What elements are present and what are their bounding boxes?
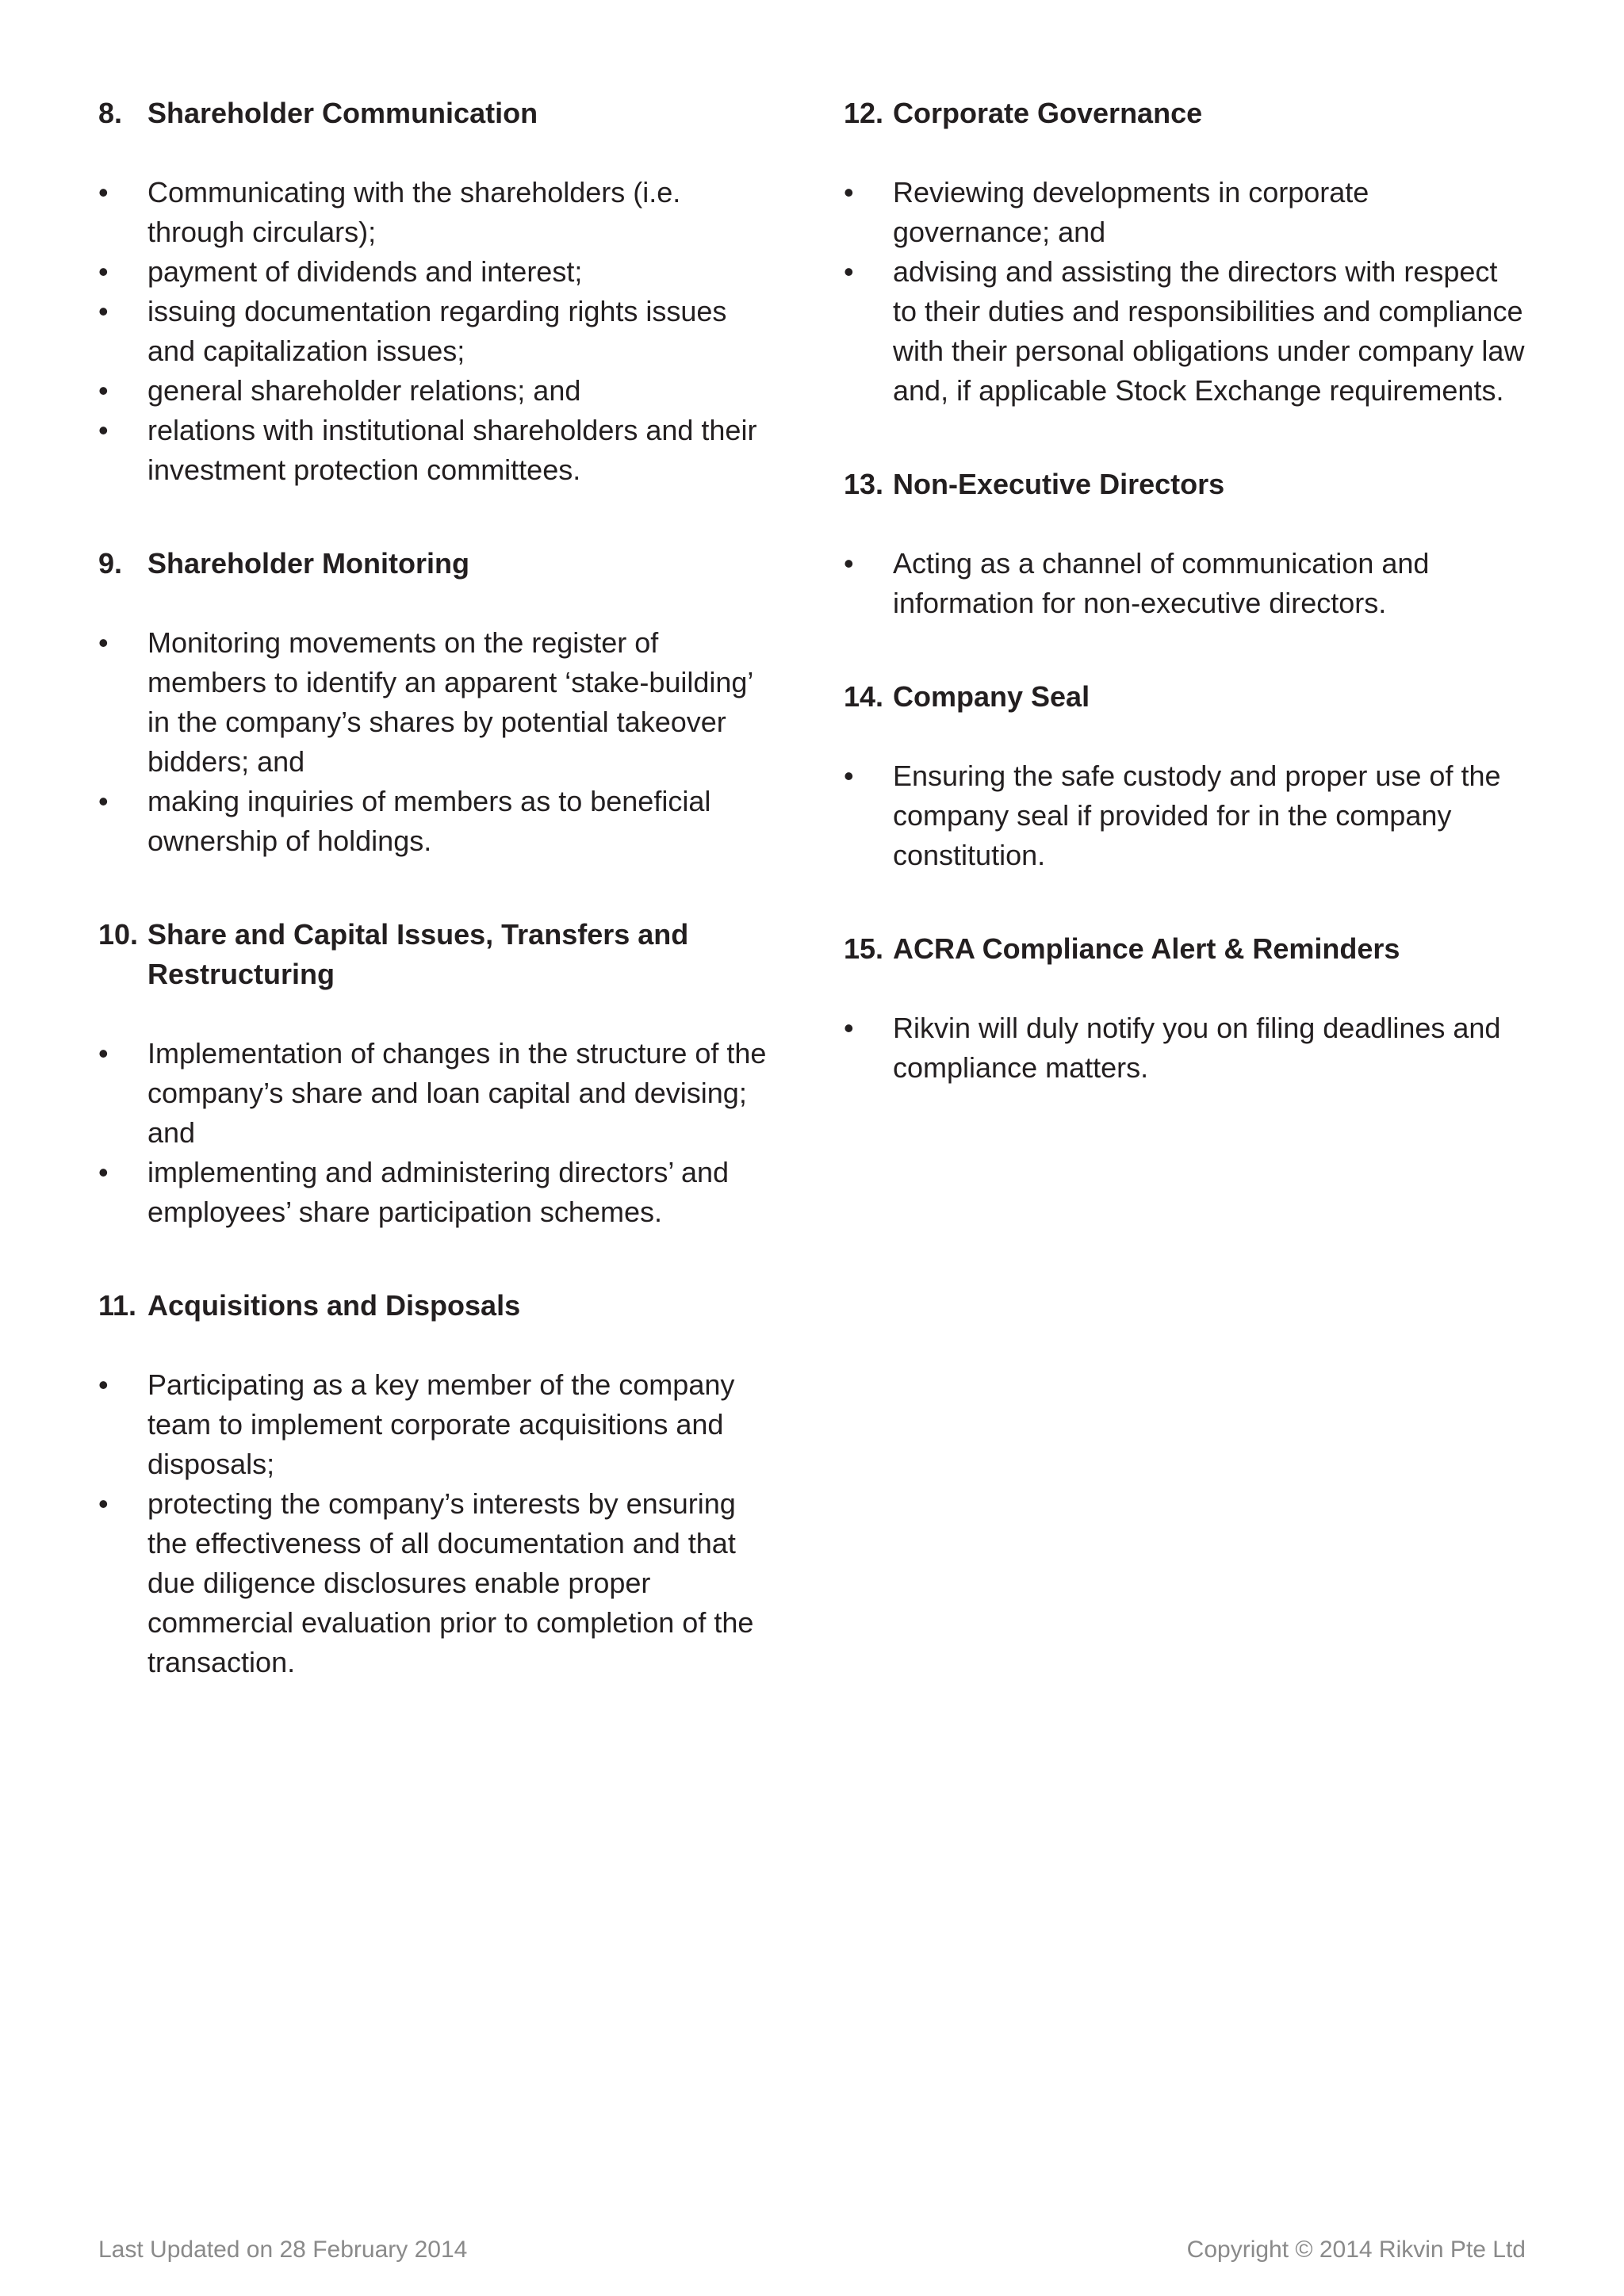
list-item [844, 173, 1526, 252]
list-item-text: protecting the company’s interests by ensuring the effectiveness of all documentation and that due diligence disclosures enable proper commercial evaluation prior to completion of the transaction. [147, 1487, 754, 1678]
list-item-text: Reviewing developments in corporate governance; and [893, 176, 1369, 248]
section-title: Shareholder Monitoring [147, 547, 470, 580]
bullet-list [844, 544, 1526, 623]
section-acra-compliance [844, 929, 1526, 1088]
list-item-text: Participating as a key member of the company team to implement corporate acquisitions and disposals; [147, 1368, 735, 1480]
list-item [98, 1153, 780, 1232]
list-item [98, 371, 780, 411]
list-item [98, 1484, 780, 1682]
section-title: Non-Executive Directors [893, 468, 1225, 500]
section-shareholder-monitoring [98, 544, 780, 861]
list-item [98, 1034, 780, 1153]
section-heading [844, 677, 1526, 717]
footer-copyright: Copyright © 2014 Rikvin Pte Ltd [1186, 2237, 1526, 2263]
section-number: 10. [98, 918, 139, 951]
list-item [98, 782, 780, 861]
section-title: Share and Capital Issues, Transfers and Restructuring [147, 918, 689, 990]
list-item [98, 173, 780, 252]
section-shareholder-communication [98, 94, 780, 490]
section-heading [98, 544, 780, 584]
list-item [844, 756, 1526, 875]
list-item-text: making inquiries of members as to beneficial ownership of holdings. [147, 785, 711, 857]
bullet-icon: • [98, 414, 109, 446]
bullet-icon: • [98, 785, 109, 817]
section-number: 11. [98, 1289, 137, 1322]
footer-last-updated: Last Updated on 28 February 2014 [98, 2237, 468, 2263]
section-title: Corporate Governance [893, 97, 1203, 129]
bullet-icon: • [844, 547, 854, 580]
list-item-text: Monitoring movements on the register of members to identify an apparent ‘stake-building’ in the company’s shares by potential takeover bidders; and [147, 626, 753, 778]
section-acquisitions-disposals [98, 1286, 780, 1682]
list-item-text: Communicating with the shareholders (i.e. through circulars); [147, 176, 681, 248]
bullet-list [844, 173, 1526, 411]
list-item-text: payment of dividends and interest; [147, 255, 583, 288]
section-heading [98, 915, 780, 994]
section-number: 15. [844, 932, 884, 965]
section-heading [844, 465, 1526, 504]
bullet-list [844, 756, 1526, 875]
section-company-seal [844, 677, 1526, 875]
list-item-text: Rikvin will duly notify you on filing deadlines and compliance matters. [893, 1012, 1501, 1084]
section-corporate-governance [844, 94, 1526, 411]
section-heading [844, 929, 1526, 969]
bullet-list [844, 1008, 1526, 1088]
bullet-list [98, 623, 780, 861]
section-number: 9. [98, 547, 123, 580]
left-column [98, 94, 780, 1736]
bullet-icon: • [98, 626, 109, 659]
section-title: Shareholder Communication [147, 97, 538, 129]
section-title: ACRA Compliance Alert & Reminders [893, 932, 1400, 965]
bullet-icon: • [844, 760, 854, 792]
list-item [844, 544, 1526, 623]
bullet-icon: • [98, 1037, 109, 1070]
list-item-text: Acting as a channel of communication and information for non-executive directors. [893, 547, 1430, 619]
section-number: 13. [844, 468, 884, 500]
section-title: Acquisitions and Disposals [147, 1289, 521, 1322]
list-item [844, 252, 1526, 411]
bullet-icon: • [98, 295, 109, 327]
list-item-text: implementing and administering directors’ and employees’ share participation schemes. [147, 1156, 730, 1228]
list-item-text: issuing documentation regarding rights issues and capitalization issues; [147, 295, 727, 367]
bullet-list [98, 173, 780, 490]
list-item [98, 1365, 780, 1484]
bullet-icon: • [844, 1012, 854, 1044]
bullet-icon: • [844, 255, 854, 288]
list-item-text: relations with institutional shareholders and their investment protection committees. [147, 414, 757, 486]
list-item [98, 252, 780, 292]
section-number: 8. [98, 97, 123, 129]
bullet-icon: • [844, 176, 854, 209]
bullet-list [98, 1034, 780, 1232]
section-number: 14. [844, 680, 884, 713]
list-item-text: Ensuring the safe custody and proper use of the company seal if provided for in the company constitution. [893, 760, 1501, 871]
section-heading [98, 94, 780, 133]
list-item [844, 1008, 1526, 1088]
section-number: 12. [844, 97, 884, 129]
section-share-capital-issues [98, 915, 780, 1232]
section-title: Company Seal [893, 680, 1090, 713]
bullet-icon: • [98, 1156, 109, 1188]
bullet-icon: • [98, 176, 109, 209]
right-column [844, 94, 1526, 1142]
bullet-icon: • [98, 255, 109, 288]
list-item [98, 411, 780, 490]
list-item-text: advising and assisting the directors with respect to their duties and responsibilities and compliance with their personal obligations under company law and, if applicable Stock Exchange requirements. [893, 255, 1525, 407]
section-non-executive-directors [844, 465, 1526, 623]
bullet-list [98, 1365, 780, 1682]
section-heading [844, 94, 1526, 133]
list-item-text: general shareholder relations; and [147, 374, 581, 407]
list-item-text: Implementation of changes in the structure of the company’s share and loan capital and devising; and [147, 1037, 767, 1149]
bullet-icon: • [98, 374, 109, 407]
bullet-icon: • [98, 1368, 109, 1401]
bullet-icon: • [98, 1487, 109, 1520]
section-heading [98, 1286, 780, 1326]
list-item [98, 623, 780, 782]
list-item [98, 292, 780, 371]
